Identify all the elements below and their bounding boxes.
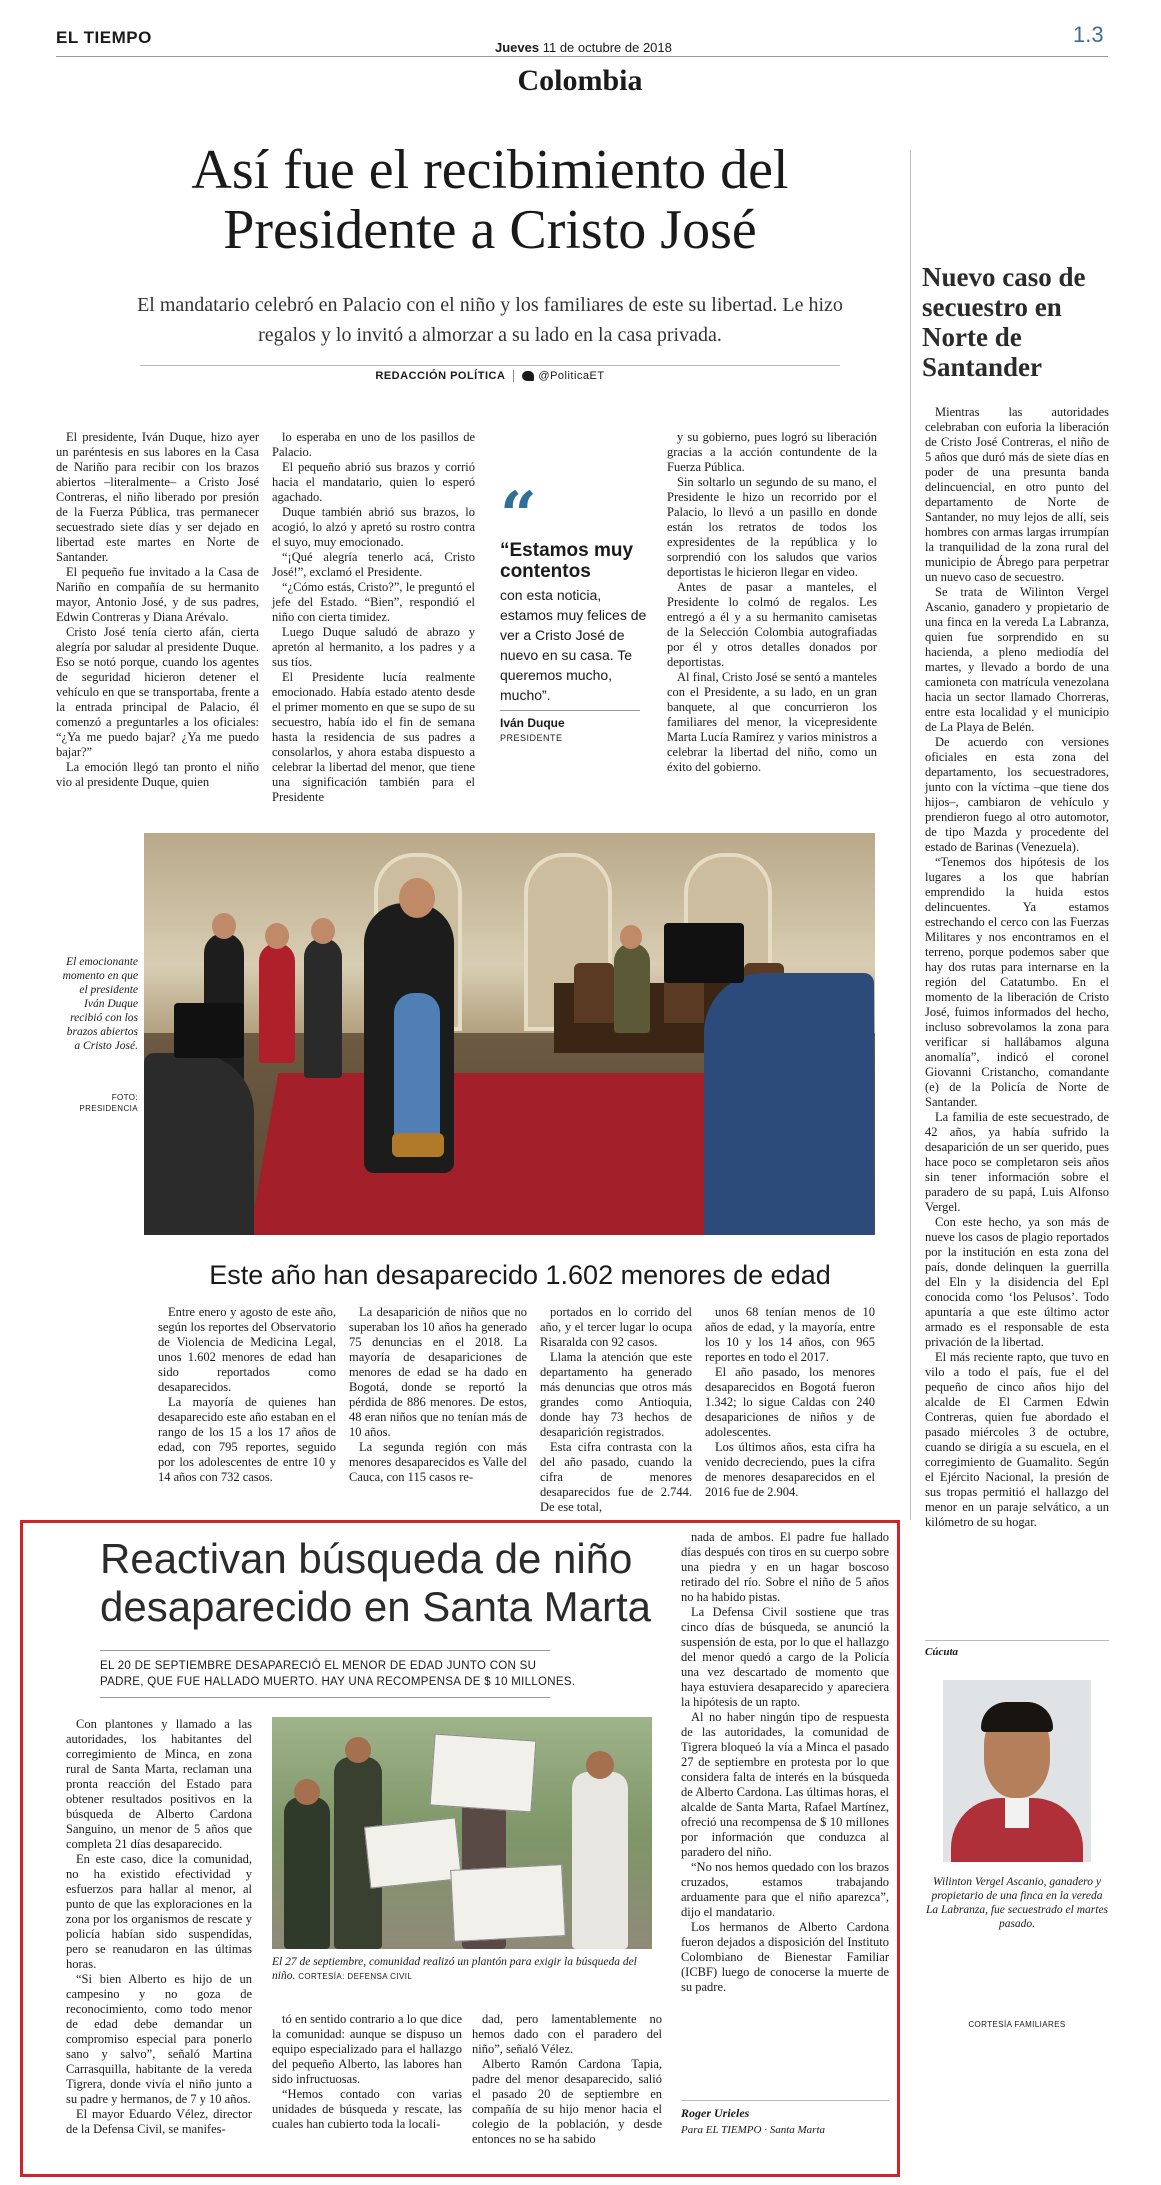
photo-cameraman xyxy=(704,973,874,1235)
portrait-hair xyxy=(981,1702,1053,1732)
photo-soldier xyxy=(614,943,650,1033)
paragraph: El más reciente rapto, que tuvo en vilo a todo el país, fue el del pequeño de cinco años hijo del alcalde de El Carmen Edwin Contreras, quien fue abordado el pasado miércoles 3 de octubre, cuando se dirigía a su escuela, en el corregimiento de Guamalito. Según el Ejército Nacional, la presión de sus tropas permitió el hallazgo del menor en un paraje selvático, a un kilómetro de su hogar. xyxy=(925,1350,1109,1529)
paragraph: “Si bien Alberto es hijo de un campesino y no goza de reconocimiento, como todo menor de edad debe demandar un compromiso especial para ponerlo sano y salvo”, señaló Martina Carrasquilla, habitante de la vereda Tigrera, donde vivía el niño junto a su padre y hermanos, de 7 y 10 años. xyxy=(66,1972,252,2106)
side-portrait xyxy=(943,1680,1091,1862)
paragraph: dad, pero lamentablemente no hemos dado con el paradero del niño”, señaló Vélez. xyxy=(472,2012,662,2056)
paragraph: La mayoría de quienes han desaparecido este año estaban en el rango de los 15 a los 17 años de edad, con 795 reportes, seguido por los adolescentes de entre 10 y 14 años con 732 casos. xyxy=(158,1395,336,1484)
paragraph: “¡Qué alegría tenerlo acá, Cristo José!”, exclamó el Presidente. xyxy=(272,550,475,579)
paragraph: Entre enero y agosto de este año, según los reportes del Observatorio de Violencia de Medicina Legal, unos 1.602 menores de edad han sido reportados como desaparecidos. xyxy=(158,1305,336,1394)
main-photo-credit: FOTO: PRESIDENCIA xyxy=(79,1093,138,1113)
box-photo-credit: CORTESÍA: DEFENSA CIVIL xyxy=(298,1972,413,1981)
photo-head xyxy=(620,925,642,949)
section-title: Colombia xyxy=(517,64,643,97)
paragraph: y su gobierno, pues logró su liberación gracias a la acción contundente de la Fuerza Pública. xyxy=(667,430,877,474)
box-signature-note: Para EL TIEMPO · Santa Marta xyxy=(681,2124,826,2136)
side-photo-credit: CORTESÍA FAMILIARES xyxy=(968,2020,1066,2029)
page-number: 1.3 xyxy=(1073,22,1104,47)
paragraph: nada de ambos. El padre fue hallado días después con tiros en su cuerpo sobre una piedra y en un hagar boscoso retirado del río. Sobre el niño de 5 años no ha habido pistas. xyxy=(681,1530,889,1604)
box-signature-rule xyxy=(681,2100,889,2101)
paragraph: Con plantones y llamado a las autoridades, los habitantes del corregimiento de Minca, en zona rural de Santa Marta, reclaman una pronta reacción del Estado para obtener resultados positivos en la búsqueda de Alberto Cardona Sanguino, un menor de 5 años que completa 21 días desaparecido. xyxy=(66,1717,252,1851)
side-headline: Nuevo caso de secuestro en Norte de Santander xyxy=(922,262,1086,382)
paragraph: En este caso, dice la comunidad, no ha existido efectividad y esfuerzos para hallar al menor, al punto de que las exploraciones en la zona por los organismos de rescate y policía habían sido suspendidas, pero se reanudaron en las últimas horas. xyxy=(66,1852,252,1971)
photo-head xyxy=(345,1737,371,1763)
paragraph: Esta cifra contrasta con la del año pasado, cuando la cifra de menores desaparecidos fue de 2.744. De ese total, xyxy=(540,1440,692,1514)
photo-protest-sign xyxy=(450,1864,566,1942)
stats-column-4 xyxy=(705,1305,875,1500)
main-photo-caption: El emocionante momento en que el presidente Iván Duque recibió con los brazos abiertos a Cristo José. xyxy=(62,956,138,1052)
paragraph: La Defensa Civil sostiene que tras cinco días de búsqueda, se anunció la suspensión de esta, por lo que el hallazgo del menor quedó a cargo de la Policía una vez descartado de momento que haya estuviera desaparecido y apareciera la hipótesis de un rapto. xyxy=(681,1605,889,1709)
paragraph: tó en sentido contrario a lo que dice la comunidad: aunque se dispuso un equipo especializado para el hallazgo del pequeño Alberto, las labores han sido infructuosas. xyxy=(272,2012,462,2086)
box-column-3 xyxy=(472,2012,662,2147)
paragraph: La emoción llegó tan pronto el niño vio al presidente Duque, quien xyxy=(56,760,259,789)
pull-quote-lead: “Estamos muy contentos xyxy=(500,540,634,582)
photo-camera xyxy=(174,1003,244,1058)
photo-photographer xyxy=(144,1053,254,1235)
paragraph: Al no haber ningún tipo de respuesta de las autoridades, la comunidad de Tigrera bloqueó la vía a Minca el pasado 27 de septiembre en protesta por lo que considera falta de interés en la búsqueda de Alberto Cardona. Las últimas horas, el alcalde de Santa Marta, Rafael Martínez, ofreció una recompensa de $ 10 millones por información que conduzca al paradero del niño. xyxy=(681,1710,889,1859)
paragraph: Antes de pasar a manteles, el Presidente lo colmó de regalos. Les entregó a él y a su hermanito camisetas de la Selección Colombia autografiadas por él y otros detalles donados por deportistas. xyxy=(667,580,877,669)
photo-person xyxy=(572,1772,628,1949)
paragraph: El Presidente lucía realmente emocionado. Había estado atento desde el primer momento en que se supo de su secuestro, había ido el fin de semana hasta la residencia de sus padres a consolarlos, y ahora estaba dispuesto a celebrar la libertad del menor, que tiene una significación también para el Presidente xyxy=(272,670,475,804)
paragraph: Cristo José tenía cierto afán, cierta alegría por saludar al presidente Duque. Eso se notó porque, cuando los agentes de seguridad hicieron detener el vehículo en que se transportaba, frente a la entrada principal de Palacio, él comenzó a preguntarles a los oficiales: “¿Ya me puedo bajar? ¿Ya me puedo bajar?” xyxy=(56,625,259,759)
paragraph: Alberto Ramón Cardona Tapia, padre del menor desaparecido, salió el pasado 20 de septiembre en compañía de su hijo menor hacia el colegio de la población, y desde entonces no se ha sabido xyxy=(472,2057,662,2146)
paragraph: “Hemos contado con varias unidades de búsqueda y rescate, las cuales han cubierto toda la locali- xyxy=(272,2087,462,2131)
byline xyxy=(150,370,830,382)
paragraph: De acuerdo con versiones oficiales en esta zona del departamento, los secuestradores, junto con la víctima –que tiene dos hijos–, cambiaron de vehículo y prendieron fuego al otro automotor, de tipo Mazda y procedente del estado de Barinas (Venezuela). xyxy=(925,735,1109,854)
photo-head xyxy=(399,878,435,918)
paragraph: El mayor Eduardo Vélez, director de la Defensa Civil, se manifes- xyxy=(66,2107,252,2136)
paragraph: La familia de este secuestrado, de 42 años, ya había sufrido la desaparición de un ser querido, pues hace poco se completaron seis años sin tener información sobre el paradero de su papá, Luis Alfonso Vergel. xyxy=(925,1110,1109,1214)
paragraph: El año pasado, los menores desaparecidos en Bogotá fueron 1.342; lo sigue Caldas con 240 desapariciones de niños y de adolescentes. xyxy=(705,1365,875,1439)
photo-chair xyxy=(574,963,614,1023)
box-signature: Roger Urieles xyxy=(681,2106,750,2120)
main-column-2 xyxy=(272,430,475,805)
brand-logo: EL TIEMPO xyxy=(56,28,152,47)
paragraph: Se trata de Wilinton Vergel Ascanio, ganadero y propietario de una finca en la vereda La Labranza, quien fue sorprendido en su hacienda, a pleno mediodía del martes, y llevado a bordo de una camioneta con matrícula venezolana hacia un sector llamado Chorreras, entre esta localidad y el municipio de La Playa de Belén. xyxy=(925,585,1109,734)
box-headline: Reactivan búsqueda de niño desaparecido en Santa Marta xyxy=(100,1535,652,1630)
paragraph: El pequeño fue invitado a la Casa de Nariño en compañía de su hermanito mayor, Antonio José, y de sus padres, Edwin Contreras y Diana Arévalo. xyxy=(56,565,259,624)
side-photo-caption: Wilinton Vergel Ascanio, ganadero y propietario de una finca en la vereda La Labranza, fue secuestrado el martes pasado. xyxy=(925,1876,1109,1930)
dateline-date: 11 de octubre de 2018 xyxy=(542,40,672,55)
byline-author: REDACCIÓN POLÍTICA xyxy=(375,370,506,382)
photo-person xyxy=(284,1797,330,1949)
box-column-1 xyxy=(66,1717,252,2137)
stats-headline: Este año han desaparecido 1.602 menores de edad xyxy=(209,1260,831,1290)
byline-rule xyxy=(140,365,840,366)
paragraph: El presidente, Iván Duque, hizo ayer un paréntesis en sus labores en la Casa de Nariño para recibir con los brazos abiertos –literalmente– a Cristo José Contreras, el niño liberado por presión de la Fuerza Pública, tras permanecer secuestrado siete días y ser dejado en libertad este martes en Norte de Santander. xyxy=(56,430,259,564)
paragraph: La segunda región con más menores desaparecidos es Valle del Cauca, con 115 casos re- xyxy=(349,1440,527,1484)
masthead-rule xyxy=(56,56,1108,57)
box-column-4 xyxy=(681,1530,889,1995)
photo-child xyxy=(394,993,440,1143)
photo-person xyxy=(304,938,342,1078)
main-deck: El mandatario celebró en Palacio con el niño y los familiares de este su libertad. Le hizo regalos y lo invitó a almorzar a su lado en la casa privada. xyxy=(137,294,843,346)
main-column-1 xyxy=(56,430,259,790)
side-column xyxy=(925,405,1109,1530)
box-photo-caption-text: El 27 de septiembre, comunidad realizó un plantón para exigir la búsqueda del niño. xyxy=(272,1956,637,1982)
stats-column-1 xyxy=(158,1305,336,1485)
photo-protest-sign xyxy=(364,1817,462,1888)
portrait-collar xyxy=(1005,1798,1029,1828)
box-column-2 xyxy=(272,2012,462,2132)
pull-quote-name: Iván Duque xyxy=(500,716,565,730)
photo-protest-sign xyxy=(430,1734,537,1813)
photo-camera xyxy=(664,923,744,983)
side-place: Cúcuta xyxy=(925,1646,959,1658)
byline-separator xyxy=(513,370,514,382)
main-column-3 xyxy=(667,430,877,775)
photo-red-carpet xyxy=(250,1073,779,1235)
box-deck: EL 20 DE SEPTIEMBRE DESAPARECIÓ EL MENOR DE EDAD JUNTO CON SU PADRE, QUE FUE HALLADO MUERTO. HAY UNA RECOMPENSA DE $ 10 MILLONES. xyxy=(100,1660,576,1688)
paragraph: “Tenemos dos hipótesis de los lugares a los que habrían emprendido la huida estos delincuentes. Ya estamos estrechando el cerco con las Fuerzas Militares y nos encontramos en el terreno, porque podemos saber que hay dos rutas para internarse en la región del Catatumbo. En el momento de la liberación de Cristo José, fuimos informados del hecho, incluso sobrevolamos la zona para verificar si hallábamos alguna anomalía”, indicó el coronel Giovanni Cristancho, comandante (e) de la Policía de Norte de Santander. xyxy=(925,855,1109,1109)
paragraph: portados en lo corrido del año, y el tercer lugar lo ocupa Risaralda con 92 casos. xyxy=(540,1305,692,1349)
pull-quote-body: con esta noticia, estamos muy felices de ver a Cristo José de nuevo en su casa. Te queremos mucho, mucho”. xyxy=(500,587,647,703)
dateline-day: Jueves xyxy=(495,40,540,55)
stats-column-3 xyxy=(540,1305,692,1515)
photo-head xyxy=(294,1779,320,1805)
photo-boots xyxy=(392,1133,444,1157)
side-rule xyxy=(925,1640,1109,1641)
paragraph: Sin soltarlo un segundo de su mano, el Presidente le hizo un recorrido por el Palacio, lo llevó a un pasillo en donde están los retratos de todos los expresidentes de la república y lo sorprendió con los saludos que varios deportistas le hicieron llegar en video. xyxy=(667,475,877,579)
pull-quote-role: PRESIDENTE xyxy=(500,733,563,743)
paragraph: Los hermanos de Alberto Cardona fueron dejados a disposición del Instituto Colombiano de Bienestar Familiar (ICBF) luego de conocerse la muerte de su padre. xyxy=(681,1920,889,1994)
paragraph: unos 68 tenían menos de 10 años de edad, y la mayoría, entre los 10 y los 14 años, con 965 reportes en todo el 2017. xyxy=(705,1305,875,1364)
paragraph: Luego Duque saludó de abrazo y apretón al hermanito, a los padres y a sus tíos. xyxy=(272,625,475,669)
paragraph: El pequeño abrió sus brazos y corrió hacia el mandatario, quien lo esperó agachado. xyxy=(272,460,475,504)
photo-head xyxy=(265,923,289,949)
twitter-icon xyxy=(522,371,534,381)
paragraph: Mientras las autoridades celebraban con euforia la liberación de Cristo José Contreras, el niño de 5 años que duró más de siete días en poder de una presunta banda delincuencial, en otro punto del departamento de Norte de Santander, no muy lejos de allí, seis hombres con armas largas irrumpían la tranquilidad de la zona rural del municipio de Ábrego para perpetrar un nuevo caso de secuestro. xyxy=(925,405,1109,584)
paragraph: Con este hecho, ya son más de nueve los casos de plagio reportados por la institución en esta zona del país, donde delinquen la guerrilla del Eln y la disidencia del Epl conocida como ‘los Pelusos’. Todo apuntaría a que este último actor armado es el responsable de esta privación de la libertad. xyxy=(925,1215,1109,1349)
paragraph: “¿Cómo estás, Cristo?”, le preguntó el jefe del Estado. “Bien”, respondió el niño con cierta timidez. xyxy=(272,580,475,624)
paragraph: “No nos hemos quedado con los brazos cruzados, estamos trabajando arduamente para que el niño aparezca”, dijo el mandatario. xyxy=(681,1860,889,1919)
photo-person xyxy=(259,943,295,1063)
box-deck-rule xyxy=(100,1697,550,1698)
pull-quote-rule xyxy=(500,710,640,711)
paragraph: Llama la atención que este departamento ha generado más denuncias que otros más grandes como Antioquia, donde hay 73 hechos de desaparición registrados. xyxy=(540,1350,692,1439)
main-photo xyxy=(144,833,875,1235)
box-deck-rule xyxy=(100,1650,550,1651)
paragraph: lo esperaba en uno de los pasillos de Palacio. xyxy=(272,430,475,459)
paragraph: Al final, Cristo José se sentó a manteles con el Presidente, a su lado, en un gran banquete, al que concurrieron los familiares del menor, la vicepresidente Marta Lucía Ramírez y varios ministros a celebrar la libertad del niño, como un éxito del gobierno. xyxy=(667,670,877,774)
photo-head xyxy=(586,1751,614,1779)
column-rule xyxy=(910,150,911,1520)
photo-head xyxy=(212,913,236,939)
quote-mark-icon: “ xyxy=(500,478,537,553)
paragraph: La desaparición de niños que no superaban los 10 años ha generado 75 denuncias en el 2018. La mayoría de desapariciones de menores de edad se ha dado en Bogotá, donde se reportó la pérdida de 886 menores. De estos, 48 eran niños que no tenían más de 10 años. xyxy=(349,1305,527,1439)
byline-twitter[interactable]: @PoliticaET xyxy=(538,370,605,382)
stats-column-2 xyxy=(349,1305,527,1485)
paragraph: Duque también abrió sus brazos, lo acogió, lo alzó y apretó su rostro contra el suyo, muy emocionado. xyxy=(272,505,475,549)
box-photo xyxy=(272,1717,652,1949)
box-photo-caption xyxy=(272,1955,652,1984)
main-headline: Así fue el recibimiento del Presidente a Cristo José xyxy=(191,139,789,261)
photo-head xyxy=(311,918,335,944)
dateline xyxy=(495,40,672,55)
paragraph: Los últimos años, esta cifra ha venido decreciendo, pues la cifra de menores desaparecidos en el 2016 fue de 2.904. xyxy=(705,1440,875,1499)
